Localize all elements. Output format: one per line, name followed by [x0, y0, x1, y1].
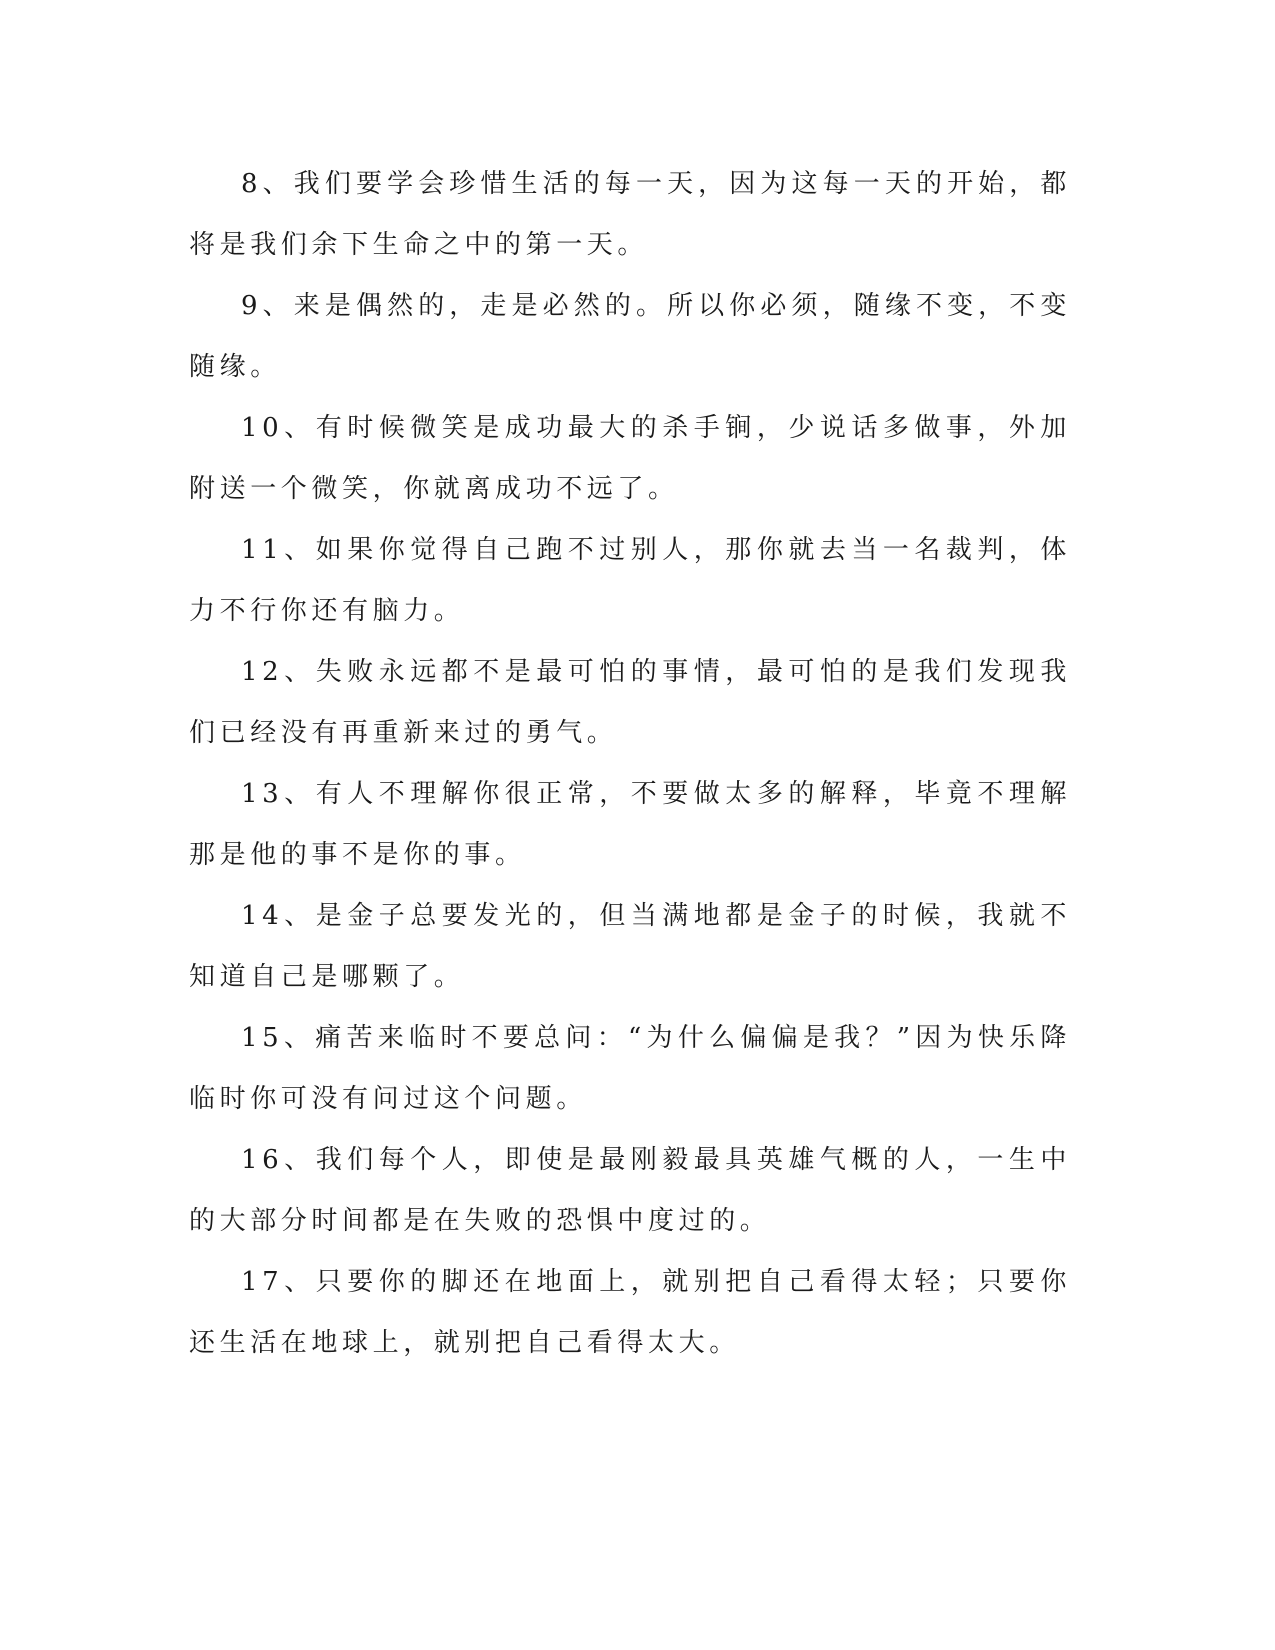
quote-paragraph-11: 11、如果你觉得自己跑不过别人，那你就去当一名裁判，体力不行你还有脑力。	[189, 535, 1071, 626]
quote-paragraph-13: 13、有人不理解你很正常，不要做太多的解释，毕竟不理解那是他的事不是你的事。	[189, 779, 1071, 870]
document-body	[189, 154, 1071, 1374]
quote-paragraph-17: 17、只要你的脚还在地面上，就别把自己看得太轻；只要你还生活在地球上，就别把自己看得太大。	[189, 1267, 1071, 1358]
quote-paragraph-14: 14、是金子总要发光的，但当满地都是金子的时候，我就不知道自己是哪颗了。	[189, 901, 1071, 992]
quote-paragraph-8: 8、我们要学会珍惜生活的每一天，因为这每一天的开始，都将是我们余下生命之中的第一天。	[189, 169, 1071, 260]
quote-paragraph-12: 12、失败永远都不是最可怕的事情，最可怕的是我们发现我们已经没有再重新来过的勇气。	[189, 657, 1071, 748]
quote-paragraph-15: 15、痛苦来临时不要总问：“为什么偏偏是我？”因为快乐降临时你可没有问过这个问题。	[189, 1023, 1071, 1114]
quote-paragraph-16: 16、我们每个人，即使是最刚毅最具英雄气概的人，一生中的大部分时间都是在失败的恐惧中度过的。	[189, 1145, 1071, 1236]
quote-paragraph-10: 10、有时候微笑是成功最大的杀手锏，少说话多做事，外加附送一个微笑，你就离成功不远了。	[189, 413, 1071, 504]
quote-paragraph-9: 9、来是偶然的，走是必然的。所以你必须，随缘不变，不变随缘。	[189, 291, 1071, 382]
